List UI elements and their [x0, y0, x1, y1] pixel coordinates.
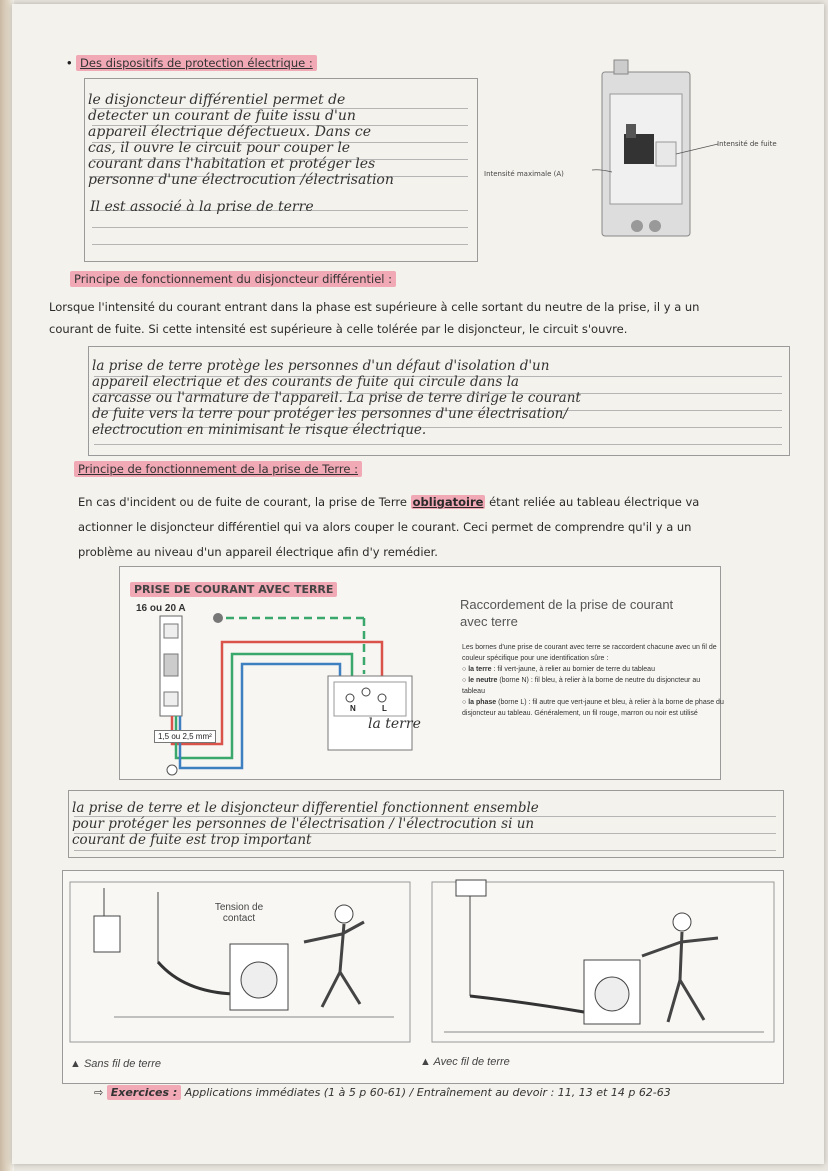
outlet-wiring-diagram: [124, 604, 424, 776]
section3-heading-text: Principe de fonctionnement de la prise de Terre :: [74, 461, 362, 477]
section3-heading: [74, 460, 362, 478]
figure-title: PRISE DE COURANT AVEC TERRE: [130, 582, 337, 597]
figure-item-terre: ○ la terre : fil vert-jaune, à relier au bornier de terre du tableau: [462, 666, 655, 673]
section3-line2: actionner le disjoncteur différentiel qui va alors couper le courant. Ceci permet de comprendre qu'il y a un: [78, 520, 692, 534]
section2-heading-text: Principe de fonctionnement du disjoncteur différentiel :: [70, 271, 396, 287]
hand-line: la prise de terre et le disjoncteur differentiel fonctionnent ensemble: [72, 800, 539, 816]
text-line: Lorsque l'intensité du courant entrant dans la phase est supérieure à celle sortant du neutre de la prise, il y a un: [49, 300, 700, 314]
obligatoire-highlight: obligatoire: [412, 495, 484, 509]
hand-line: carcasse ou l'armature de l'appareil. La prise de terre dirige le courant: [92, 390, 581, 406]
cable-section-label: 1,5 ou 2,5 mm²: [154, 730, 216, 743]
terminal-n: N: [350, 704, 356, 713]
terminal-l: L: [382, 704, 387, 713]
differential-breaker-image: [592, 54, 822, 244]
hand-line: courant de fuite est trop important: [72, 832, 312, 848]
hand-line: electrocution en minimisant le risque électrique.: [92, 422, 427, 438]
exercices-line: [94, 1086, 671, 1099]
section1-heading: • Des dispositifs de protection électrique :: [67, 54, 317, 72]
figure-right-text: [462, 642, 724, 719]
section2-handwritten: [92, 358, 792, 438]
section3-line1: En cas d'incident ou de fuite de courant, la prise de Terre obligatoire étant reliée au tableau électrique va: [78, 495, 700, 509]
figure-intro: Les bornes d'une prise de courant avec terre se raccordent chacune avec un fil de couleur spécifique pour une identification sûre :: [462, 644, 717, 662]
label-intensite-max: Intensité maximale (A): [484, 170, 564, 178]
earthing-drawing: [64, 872, 780, 1062]
exercices-text: Applications immédiates (1 à 5 p 60-61) / Entraînement au devoir : 11, 13 et 14 p 62-63: [181, 1086, 671, 1099]
worksheet-page: [12, 4, 824, 1164]
figure-item-phase: ○ la phase (borne L) : fil autre que vert-jaune et bleu, à relier à la borne de phase du disjoncteur au tableau. Généralement, un fil rouge, marron ou noir est utilisé: [462, 699, 724, 717]
hand-line: cas, il ouvre le circuit pour couper le: [88, 140, 351, 156]
section2-text: [49, 296, 789, 340]
section1-handwritten2: Il est associé à la prise de terre: [90, 199, 314, 215]
section1-heading-text: Des dispositifs de protection électrique :: [76, 55, 317, 71]
caption-avec-terre: ▲ Avec fil de terre: [420, 1056, 510, 1068]
handwritten-terre-label: la terre: [368, 716, 421, 732]
section2-heading: [70, 270, 396, 288]
text-line: courant de fuite. Si cette intensité est supérieure à celle tolérée par le disjoncteur, le circuit s'ouvre.: [49, 322, 628, 336]
arrow-icon: ⇨: [94, 1086, 107, 1099]
summary-handwritten: [72, 800, 782, 848]
exercices-label: Exercices :: [107, 1085, 182, 1100]
caption-sans-terre: ▲ Sans fil de terre: [70, 1058, 161, 1070]
figure-item-neutre: ○ le neutre (borne N) : fil bleu, à relier à la borne de neutre du disjoncteur au tableau: [462, 677, 701, 695]
hand-line: detecter un courant de fuite issu d'un: [88, 108, 356, 124]
hand-line: courant dans l'habitation et protéger les: [88, 156, 376, 172]
label-intensite-fuite: Intensité de fuite: [717, 140, 777, 148]
hand-line: pour protéger les personnes de l'électrisation / l'électrocution si un: [72, 816, 535, 832]
hand-line: appareil électrique défectueux. Dans ce: [88, 124, 372, 140]
tension-label: Tension de contact: [214, 902, 264, 924]
figure-rating: 16 ou 20 A: [136, 603, 186, 614]
hand-line: le disjoncteur différentiel permet de: [88, 92, 346, 108]
hand-line: de fuite vers la terre pour protéger les personnes d'une électrisation/: [92, 406, 568, 422]
section3-line3: problème au niveau d'un appareil électrique afin d'y remédier.: [78, 545, 438, 559]
hand-line: appareil electrique et des courants de fuite qui circule dans la: [92, 374, 519, 390]
section3-text: [78, 490, 798, 565]
hand-line: personne d'une électrocution /électrisation: [88, 172, 394, 188]
figure-right-title: Raccordement de la prise de courant avec terre: [460, 597, 674, 629]
hand-line: la prise de terre protège les personnes d'un défaut d'isolation d'un: [92, 358, 550, 374]
